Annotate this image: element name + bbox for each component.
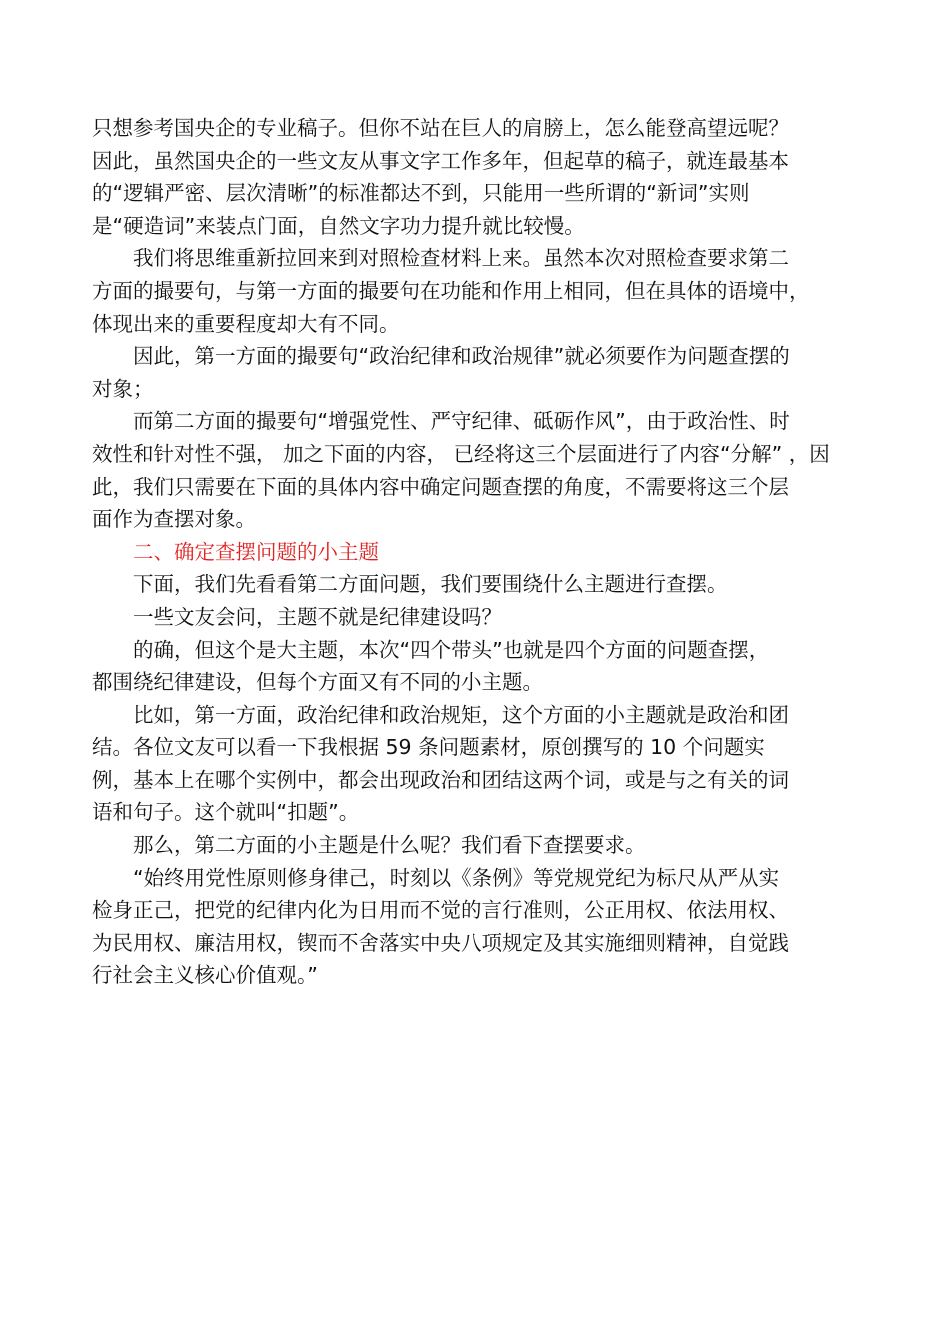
text-line: 因此，第一方面的撮要句“政治纪律和政治规律”就必须要作为问题查摆的	[133, 344, 790, 369]
text-line: 面作为查摆对象。	[92, 507, 256, 532]
text-line: 我们将思维重新拉回来到对照检查材料上来。虽然本次对照检查要求第二	[133, 246, 789, 271]
text-line: 行社会主义核心价值观。”	[92, 963, 318, 988]
text-line: 一些文友会问，主题不就是纪律建设吗？	[133, 604, 502, 629]
text-line: 体现出来的重要程度却大有不同。	[92, 311, 400, 336]
text-line: 的“逻辑严密、层次清晰”的标准都达不到，只能用一些所谓的“新词”实则	[92, 181, 750, 206]
text-line: 比如，第一方面，政治纪律和政治规矩，这个方面的小主题就是政治和团	[133, 702, 789, 727]
text-line: 只想参考国央企的专业稿子。但你不站在巨人的肩膀上，怎么能登高望远呢？	[92, 116, 789, 140]
text-line: 的确，但这个是大主题，本次“四个带头”也就是四个方面的问题查摆，	[133, 637, 770, 662]
text-line: 对象；	[92, 376, 154, 401]
text-line: 是“硬造词”来装点门面，自然文字功力提升就比较慢。	[92, 213, 585, 238]
text-line: 因此，虽然国央企的一些文友从事文字工作多年，但起草的稿子，就连最基本	[92, 148, 789, 173]
text-line: 语和句子。这个就叫“扣题”。	[92, 800, 360, 825]
text-line: 效性和针对性不强， 加之下面的内容， 已经将这三个层面进行了内容“分解” ，因	[92, 441, 830, 466]
text-line: 方面的撮要句，与第一方面的撮要句在功能和作用上相同，但在具体的语境中，	[92, 278, 810, 303]
section-heading: 二、确定查摆问题的小主题	[133, 539, 379, 564]
text-line: 检身正己，把党的纪律内化为日用而不觉的言行准则，公正用权、依法用权、	[92, 898, 789, 923]
text-line: 都围绕纪律建设，但每个方面又有不同的小主题。	[92, 670, 543, 695]
text-line: 那么，第二方面的小主题是什么呢？我们看下查摆要求。	[133, 833, 646, 858]
text-line: 为民用权、廉洁用权，锲而不舍落实中央八项规定及其实施细则精神，自觉践	[92, 930, 789, 955]
document-body	[92, 112, 862, 992]
text-line: 下面，我们先看看第二方面问题，我们要围绕什么主题进行查摆。	[133, 572, 728, 597]
text-line: 而第二方面的撮要句“增强党性、严守纪律、砥砺作风”，由于政治性、时	[133, 409, 790, 434]
text-line: “始终用党性原则修身律己，时刻以《条例》等党规党纪为标尺从严从实	[133, 865, 780, 890]
text-line: 结。各位文友可以看一下我根据 59 条问题素材，原创撰写的 10 个问题实	[92, 735, 765, 760]
text-line: 此，我们只需要在下面的具体内容中确定问题查摆的角度，不需要将这三个层	[92, 474, 789, 499]
text-line: 例，基本上在哪个实例中，都会出现政治和团结这两个词，或是与之有关的词	[92, 767, 789, 792]
